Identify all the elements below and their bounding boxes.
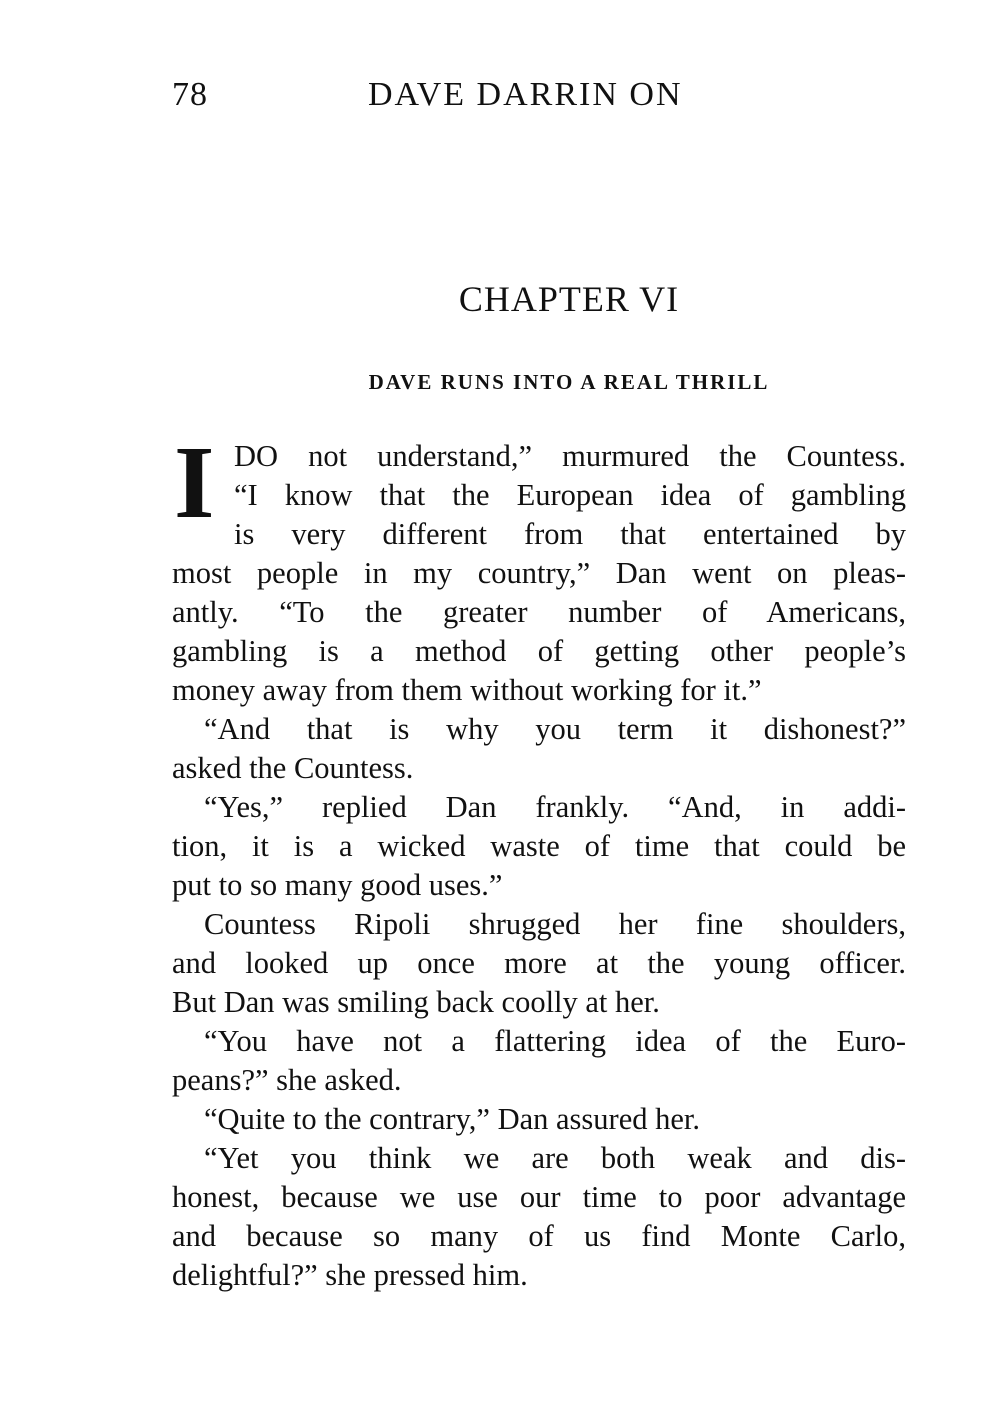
page-header	[172, 76, 712, 116]
text-line: “Yes,” replied Dan frankly. “And, in addi-	[204, 790, 906, 824]
text-line: delightful?” she pressed him.	[172, 1258, 528, 1292]
text-line: most people in my country,” Dan went on pleas-	[172, 556, 906, 590]
text-line: tion, it is a wicked waste of time that could be	[172, 829, 906, 863]
text-line: DO not understand,” murmured the Countess.	[234, 439, 906, 473]
running-head: DAVE DARRIN ON	[368, 76, 683, 113]
text-line: put to so many good uses.”	[172, 868, 503, 902]
text-line: “Quite to the contrary,” Dan assured her.	[204, 1102, 700, 1136]
text-line: antly. “To the greater number of Americans,	[172, 595, 906, 629]
text-line: and looked up once more at the young officer.	[172, 946, 906, 980]
page-number: 78	[172, 76, 208, 113]
text-line: and because so many of us find Monte Carlo,	[172, 1219, 906, 1253]
text-line: “I know that the European idea of gambling	[234, 478, 906, 512]
text-line: “You have not a flattering idea of the Euro-	[204, 1024, 906, 1058]
body-text	[172, 425, 906, 1295]
text-line: gambling is a method of getting other people’s	[172, 634, 906, 668]
text-line: asked the Countess.	[172, 751, 414, 785]
text-line: is very different from that entertained by	[234, 517, 906, 551]
text-line: honest, because we use our time to poor advantage	[172, 1180, 906, 1214]
text-line: Countess Ripoli shrugged her fine shoulders,	[204, 907, 906, 941]
chapter-subtitle: DAVE RUNS INTO A REAL THRILL	[368, 370, 770, 394]
chapter-title: CHAPTER VI	[458, 279, 680, 319]
text-line: peans?” she asked.	[172, 1063, 402, 1097]
text-line: “And that is why you term it dishonest?”	[204, 712, 906, 746]
text-line: But Dan was smiling back coolly at her.	[172, 985, 660, 1019]
text-line: money away from them without working for it.”	[172, 673, 762, 707]
text-line: “Yet you think we are both weak and dis-	[204, 1141, 906, 1175]
drop-cap: I	[174, 425, 215, 540]
